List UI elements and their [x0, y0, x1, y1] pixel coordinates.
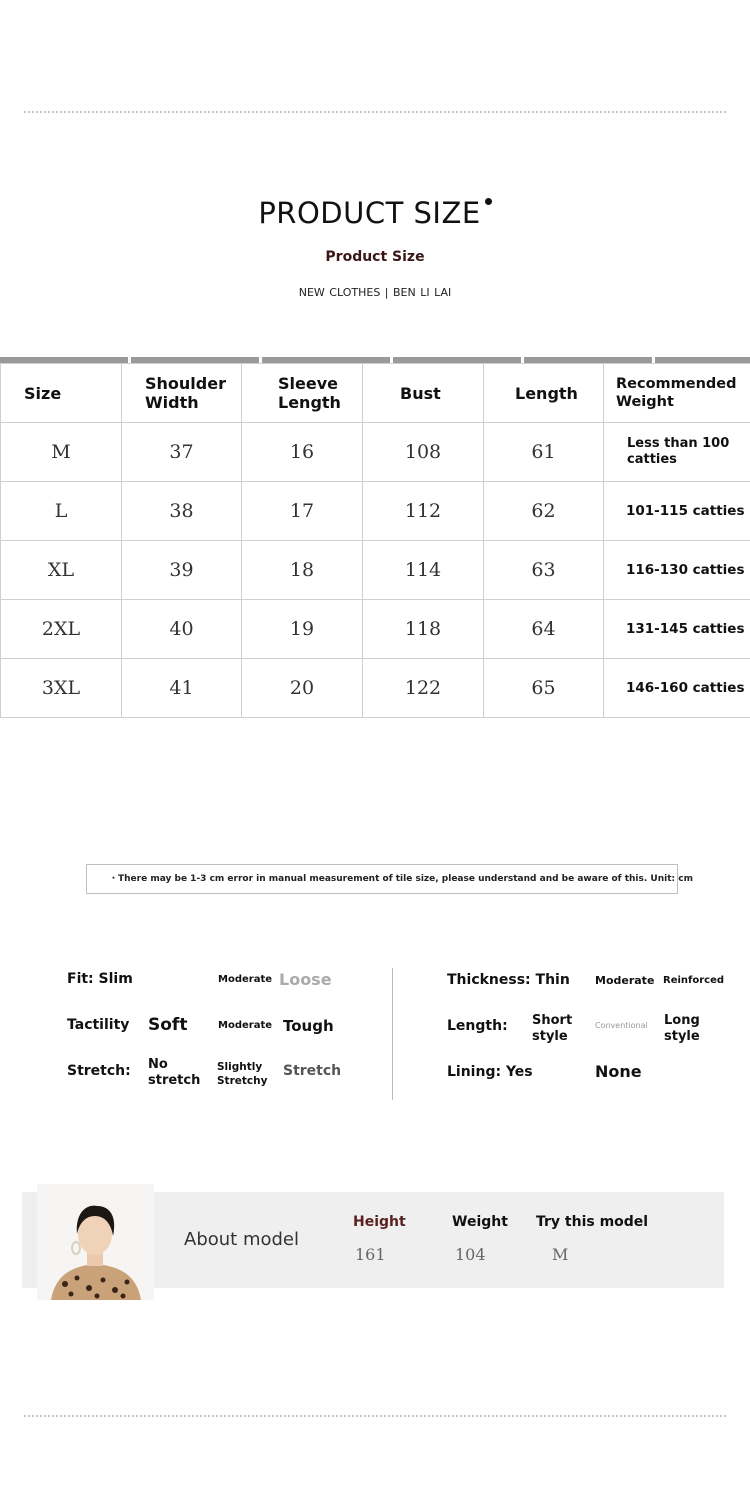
length-short-line1: Short — [532, 1013, 573, 1028]
col-header-sleeve-length: Sleeve Length — [242, 364, 363, 423]
stretch-label: Stretch: — [67, 1063, 131, 1079]
col-header-shoulder-width: Shoulder Width — [122, 364, 242, 423]
length-long-line2: style — [664, 1029, 700, 1044]
page-title-text: PRODUCT SIZE — [258, 196, 481, 230]
cell-weight: Less than 100 catties — [604, 423, 750, 482]
model-height-value: 161 — [355, 1245, 386, 1264]
stretch-none — [148, 1057, 200, 1089]
cell-bust: 108 — [363, 423, 484, 482]
model-try-label: Try this model — [536, 1214, 649, 1230]
cell-shoulder: 37 — [122, 423, 242, 482]
cell-length: 61 — [484, 423, 604, 482]
model-try-value: M — [552, 1245, 569, 1264]
stretch-slight-line1: Slightly — [217, 1061, 263, 1073]
attributes-divider — [392, 968, 393, 1100]
cell-bust: 112 — [363, 482, 484, 541]
table-row — [1, 482, 750, 541]
model-weight-label: Weight — [452, 1214, 508, 1230]
col-header-length: Length — [484, 364, 604, 423]
stretch-slight-line2: Stretchy — [217, 1075, 268, 1087]
model-height-label: Height — [353, 1214, 406, 1230]
cell-shoulder: 41 — [122, 659, 242, 718]
cell-length: 65 — [484, 659, 604, 718]
cell-shoulder: 38 — [122, 482, 242, 541]
page-title — [0, 196, 750, 230]
tactility-label: Tactility — [67, 1017, 130, 1033]
thickness-moderate: Moderate — [595, 974, 655, 987]
length-long — [664, 1013, 700, 1045]
bottom-divider — [24, 1415, 726, 1417]
col-header-size: Size — [1, 364, 122, 423]
cell-sleeve: 20 — [242, 659, 363, 718]
model-weight-value: 104 — [455, 1245, 486, 1264]
table-row — [1, 659, 750, 718]
tactility-tough: Tough — [283, 1017, 334, 1035]
brand-line: NEW CLOTHES | BEN LI LAI — [298, 286, 452, 299]
model-portrait-icon — [37, 1184, 154, 1300]
top-divider — [24, 111, 726, 113]
cell-length: 64 — [484, 600, 604, 659]
stretch-none-line1: No — [148, 1057, 168, 1072]
model-photo — [37, 1184, 154, 1300]
cell-weight: 146-160 catties — [604, 659, 750, 718]
tactility-moderate: Moderate — [218, 1020, 273, 1031]
cell-size: 2XL — [1, 600, 122, 659]
length-conventional: Conventional — [595, 1021, 648, 1030]
fit-loose: Loose — [279, 970, 332, 989]
cell-sleeve: 18 — [242, 541, 363, 600]
length-label: Length: — [447, 1018, 508, 1034]
title-dot-icon — [485, 198, 492, 205]
stretch-slight — [217, 1060, 267, 1088]
cell-size: M — [1, 423, 122, 482]
cell-size: 3XL — [1, 659, 122, 718]
cell-length: 62 — [484, 482, 604, 541]
stretch-stretch: Stretch — [283, 1063, 342, 1079]
length-short-line2: style — [532, 1029, 568, 1044]
lining-label: Lining: Yes — [447, 1064, 533, 1080]
table-row — [1, 541, 750, 600]
cell-bust: 118 — [363, 600, 484, 659]
lining-none: None — [595, 1062, 642, 1081]
cell-weight: 101-115 catties — [604, 482, 750, 541]
fit-moderate: Moderate — [218, 974, 273, 985]
cell-length: 63 — [484, 541, 604, 600]
table-row — [1, 423, 750, 482]
thickness-reinforced: Reinforced — [663, 975, 725, 986]
cell-sleeve: 17 — [242, 482, 363, 541]
length-long-line1: Long — [664, 1013, 700, 1028]
length-short — [532, 1013, 572, 1045]
cell-bust: 122 — [363, 659, 484, 718]
cell-shoulder: 39 — [122, 541, 242, 600]
cell-sleeve: 19 — [242, 600, 363, 659]
tactility-soft: Soft — [148, 1015, 188, 1035]
table-header-row — [1, 364, 750, 423]
cell-size: XL — [1, 541, 122, 600]
cell-bust: 114 — [363, 541, 484, 600]
col-header-bust: Bust — [363, 364, 484, 423]
thickness-label: Thickness: Thin — [447, 972, 570, 988]
cell-sleeve: 16 — [242, 423, 363, 482]
table-row — [1, 600, 750, 659]
fit-label: Fit: Slim — [67, 971, 133, 987]
measurement-note: ・There may be 1-3 cm error in manual measurement of tile size, please understand and be aware of this. Unit: cm — [86, 864, 678, 894]
cell-shoulder: 40 — [122, 600, 242, 659]
page-subtitle: Product Size — [325, 249, 425, 265]
model-caption: About model — [184, 1229, 299, 1250]
size-table — [0, 363, 750, 718]
cell-size: L — [1, 482, 122, 541]
cell-weight: 116-130 catties — [604, 541, 750, 600]
stretch-none-line2: stretch — [148, 1073, 201, 1088]
col-header-recommended-weight: Recommended Weight — [604, 364, 750, 423]
cell-weight: 131-145 catties — [604, 600, 750, 659]
